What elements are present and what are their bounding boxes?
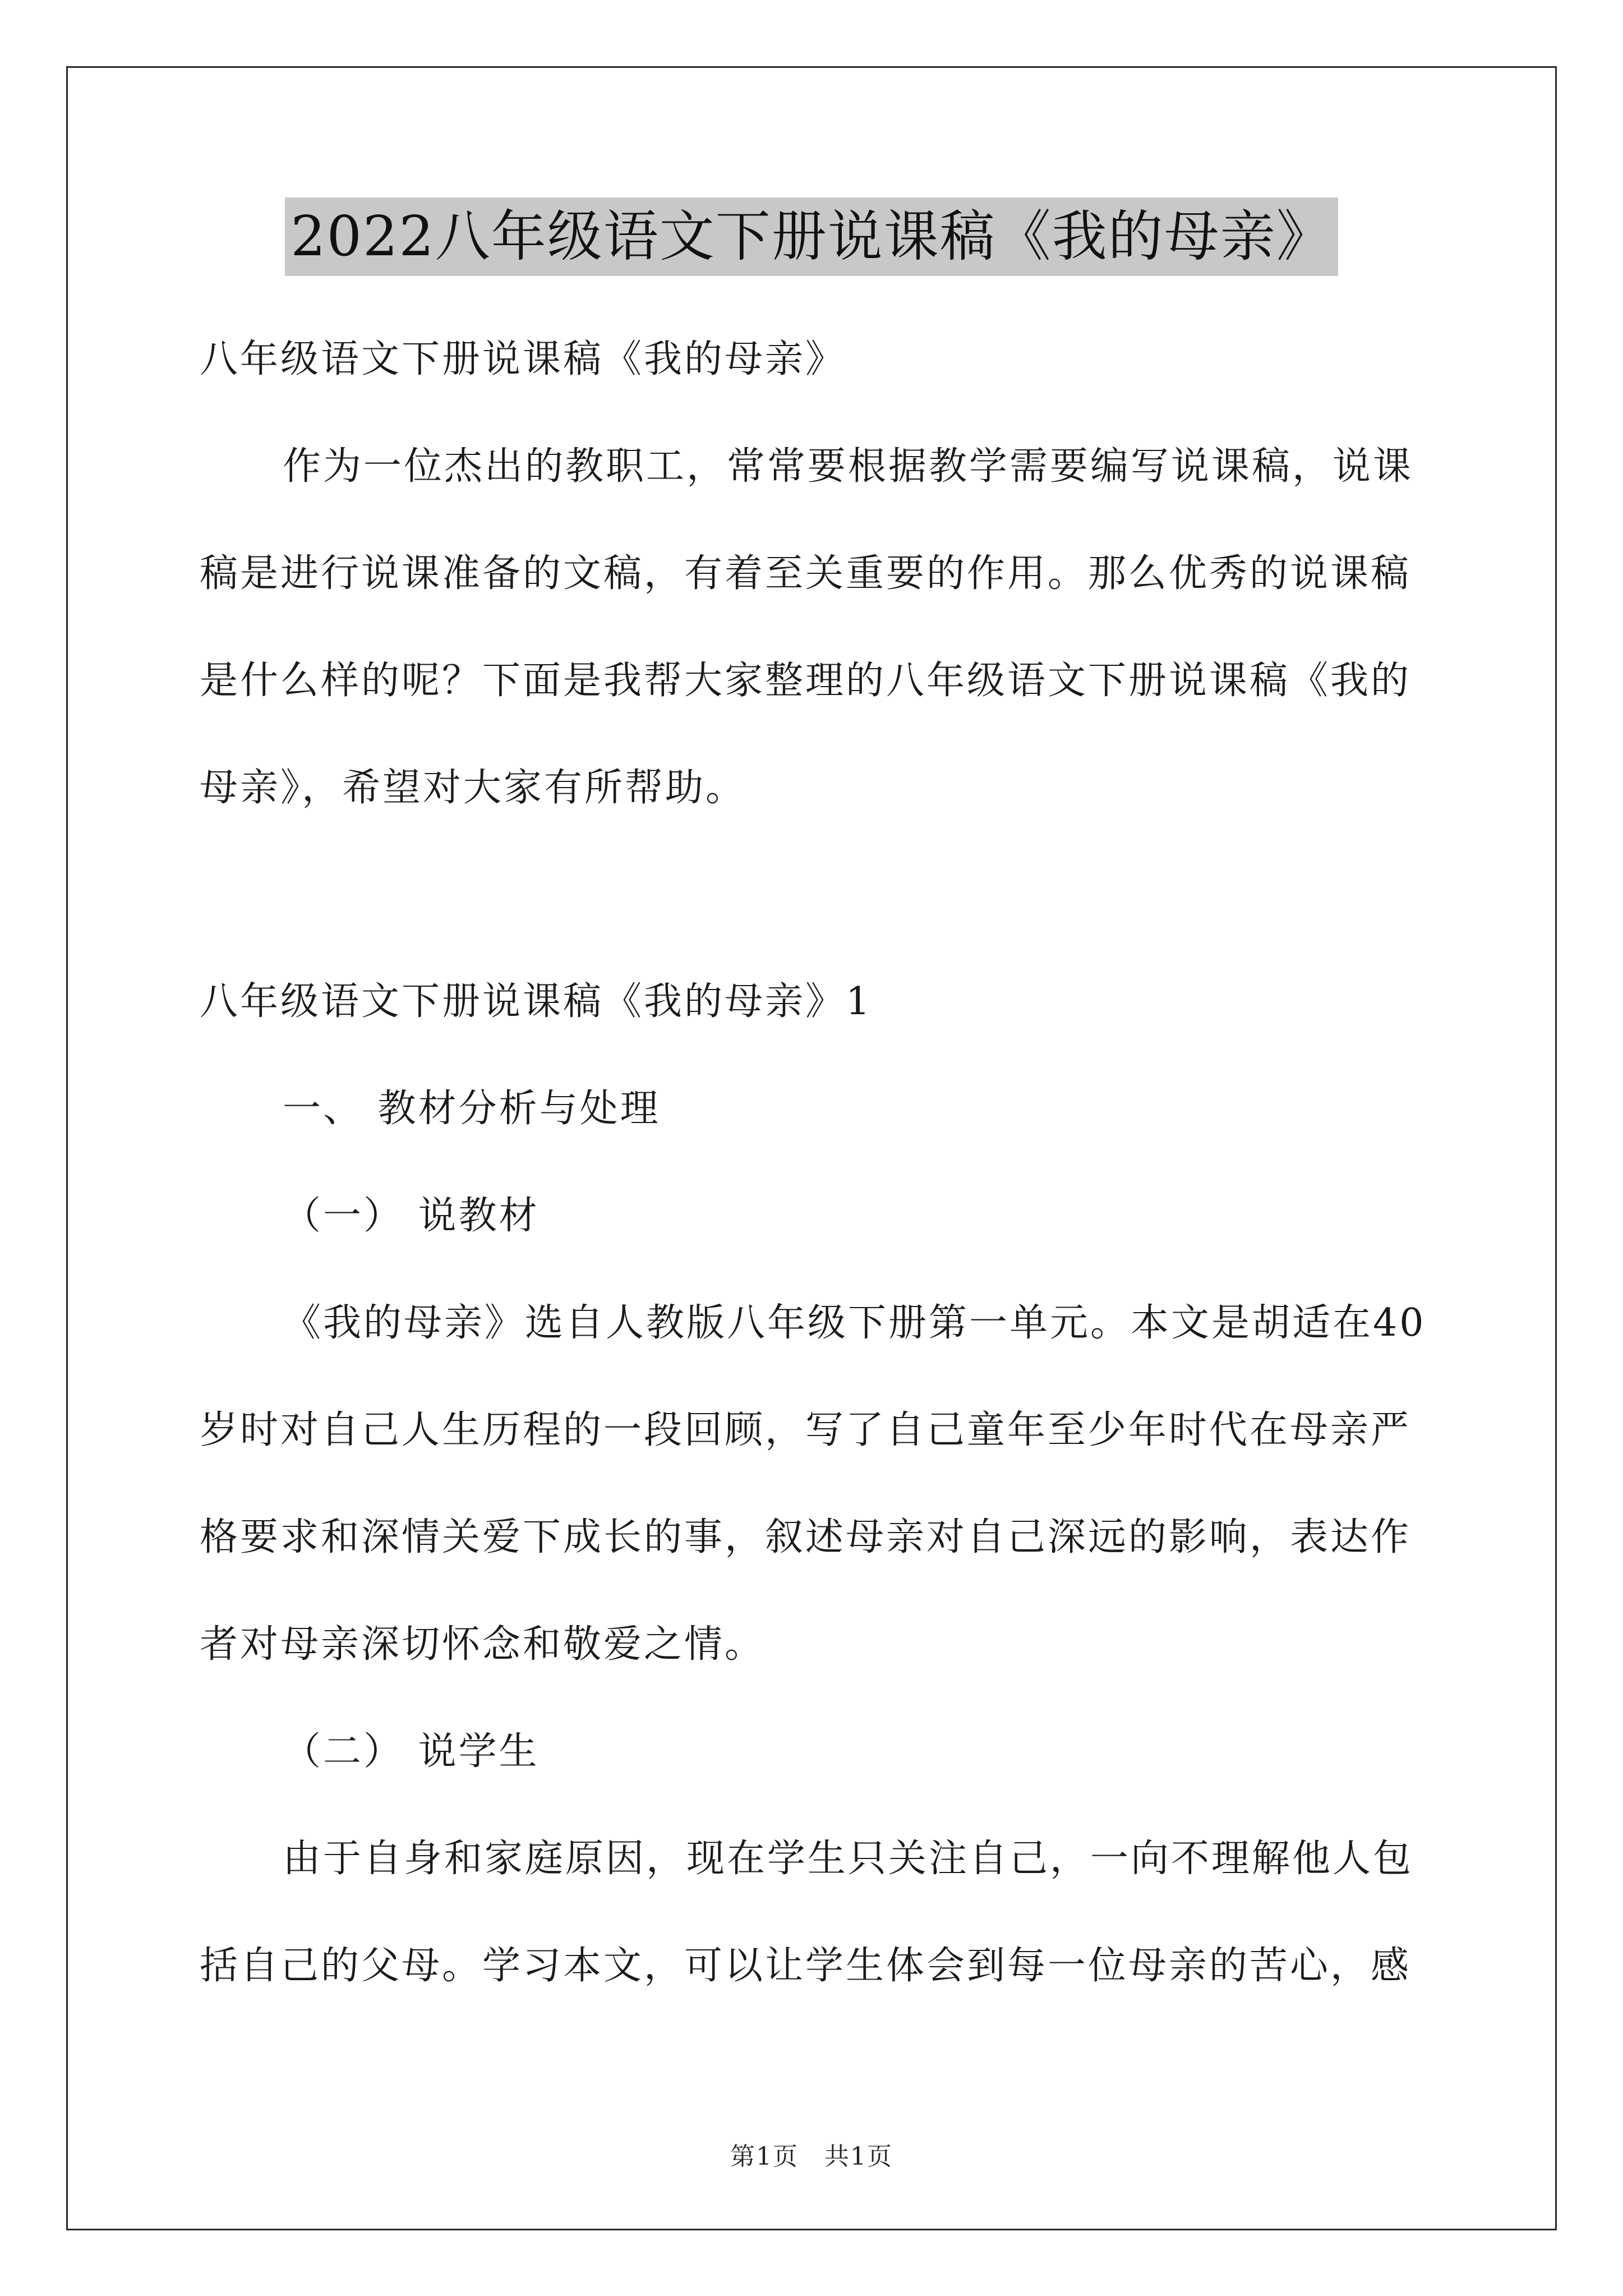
paragraph-line: 是什么样的呢？下面是我帮大家整理的八年级语文下册说课稿《我的 — [200, 659, 1412, 703]
section-heading: 八年级语文下册说课稿《我的母亲》1 — [200, 979, 873, 1024]
subsection-heading: 一、 教材分析与处理 — [283, 1087, 661, 1131]
title-container — [0, 197, 1623, 276]
intro-heading: 八年级语文下册说课稿《我的母亲》 — [200, 337, 846, 381]
paragraph-line: 作为一位杰出的教职工，常常要根据教学需要编写说课稿，说课 — [283, 444, 1414, 489]
document-title: 2022八年级语文下册说课稿《我的母亲》 — [285, 197, 1338, 276]
paragraph-line: 稿是进行说课准备的文稿，有着至关重要的作用。那么优秀的说课稿 — [200, 551, 1412, 596]
paragraph-gap — [200, 841, 1433, 948]
paragraph-line: 括自己的父母。学习本文，可以让学生体会到每一位母亲的苦心，感 — [200, 1944, 1412, 1988]
paragraph-line: 格要求和深情关爱下成长的事，叙述母亲对自己深远的影响，表达作 — [200, 1515, 1412, 1559]
paragraph-line: 者对母亲深切怀念和敬爱之情。 — [200, 1622, 766, 1667]
subsection-heading: （二） 说学生 — [283, 1729, 540, 1774]
paragraph-line: 由于自身和家庭原因，现在学生只关注自己，一向不理解他人包 — [283, 1837, 1414, 1881]
subsection-heading: （一） 说教材 — [283, 1194, 540, 1238]
paragraph-line: 岁时对自己人生历程的一段回顾，写了自己童年至少年时代在母亲严 — [200, 1408, 1412, 1452]
paragraph-line: 《我的母亲》选自人教版八年级下册第一单元。本文是胡适在40 — [283, 1301, 1426, 1345]
paragraph-line: 母亲》，希望对大家有所帮助。 — [200, 766, 746, 810]
document-body — [200, 306, 1433, 2019]
page-footer: 第1页 共1页 — [730, 2142, 893, 2171]
